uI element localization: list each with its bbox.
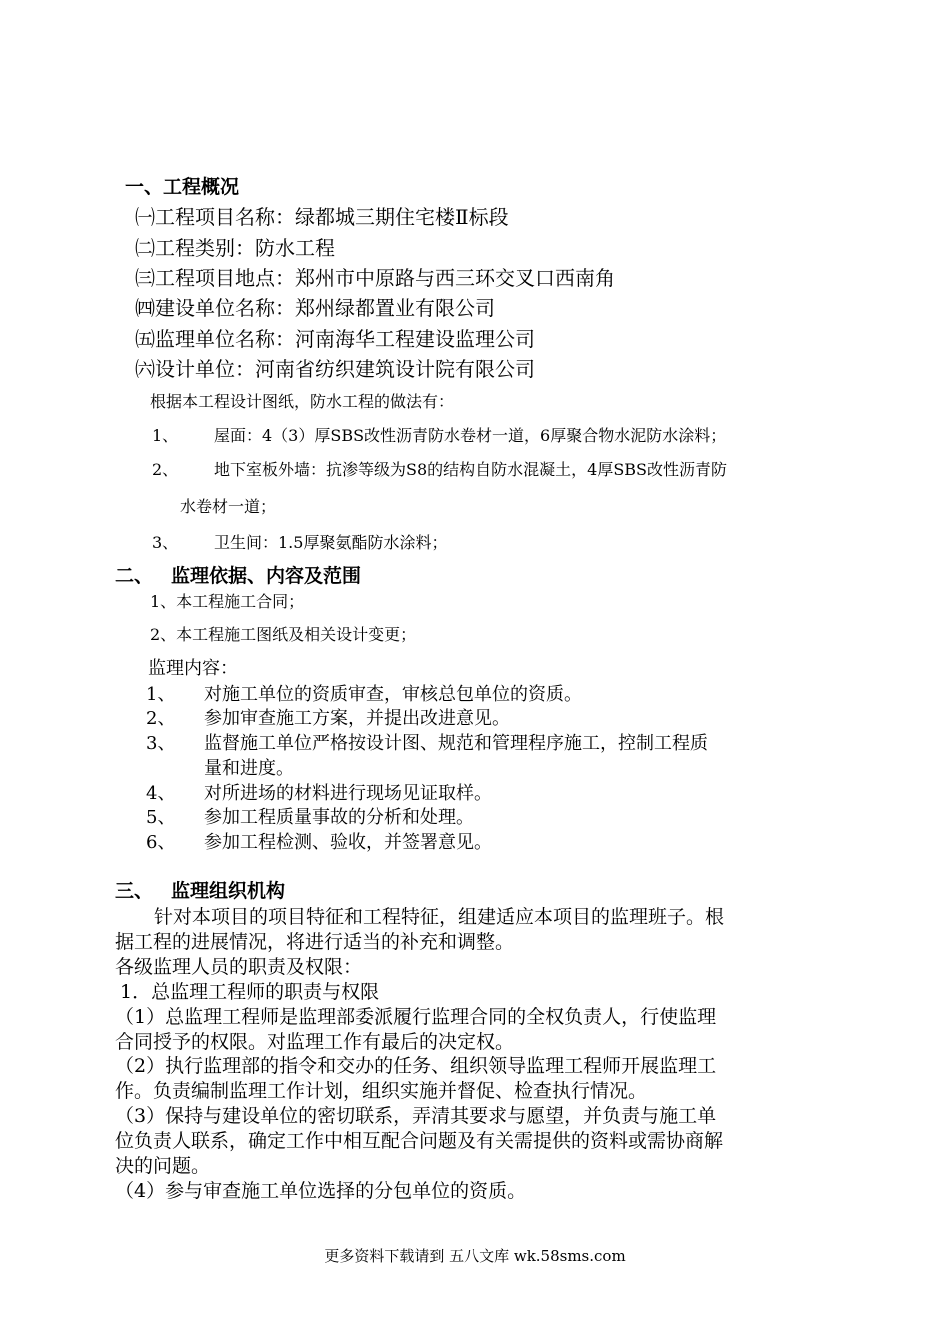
basis-item: 2、本工程施工图纸及相关设计变更； xyxy=(150,625,417,644)
duty-line: 决的问题。 xyxy=(115,1155,211,1177)
content-text: 对施工单位的资质审查，审核总包单位的资质。 xyxy=(204,684,582,705)
content-number: 4、 xyxy=(146,783,176,804)
footer-text: 更多资料下载请到 五八文库 wk.58sms.com xyxy=(324,1247,626,1265)
content-number: 6、 xyxy=(146,832,176,853)
duty-line: 位负责人联系，确定工作中相互配合问题及有关需提供的资料或需协商解 xyxy=(115,1130,724,1152)
content-label: 监理内容： xyxy=(148,658,238,679)
method-text-continued: 水卷材一道； xyxy=(180,497,277,516)
project-info-item: ㈡工程类别：防水工程 xyxy=(135,236,335,260)
project-info-item: ㈥设计单位：河南省纺织建筑设计院有限公司 xyxy=(135,357,535,381)
duty-line: （1）总监理工程师是监理部委派履行监理合同的全权负责人，行使监理 xyxy=(115,1006,717,1028)
section3-heading: 监理组织机构 xyxy=(171,880,286,902)
paragraph-line: 据工程的进展情况，将进行适当的补充和调整。 xyxy=(115,931,515,953)
duty-line: 作。负责编制监理工作计划，组织实施并督促、检查执行情况。 xyxy=(115,1080,648,1102)
content-text: 对所进场的材料进行现场见证取样。 xyxy=(204,783,492,804)
content-text: 参加工程检测、验收，并签署意见。 xyxy=(204,832,492,853)
project-info-item: ㈢工程项目地点：郑州市中原路与西三环交叉口西南角 xyxy=(135,266,615,290)
methods-intro: 根据本工程设计图纸，防水工程的做法有： xyxy=(150,392,455,411)
section1-heading: 一、工程概况 xyxy=(125,176,240,198)
duties-subheading: 1．总监理工程师的职责与权限 xyxy=(120,981,380,1003)
content-number: 3、 xyxy=(146,733,176,754)
section3-number: 三、 xyxy=(115,880,154,902)
section2-heading: 监理依据、内容及范围 xyxy=(171,565,362,587)
basis-item: 1、本工程施工合同； xyxy=(150,592,305,611)
project-info-item: ㈠工程项目名称：绿都城三期住宅楼Ⅱ标段 xyxy=(135,205,509,229)
content-number: 1、 xyxy=(146,684,176,705)
method-text: 屋面：4（3）厚SBS改性沥青防水卷材一道，6厚聚合物水泥防水涂料； xyxy=(214,426,727,445)
project-info-item: ㈣建设单位名称：郑州绿都置业有限公司 xyxy=(135,296,495,320)
content-text: 参加审查施工方案，并提出改进意见。 xyxy=(204,708,510,729)
method-text: 卫生间：1.5厚聚氨酯防水涂料； xyxy=(214,533,448,552)
project-info-item: ㈤监理单位名称：河南海华工程建设监理公司 xyxy=(135,327,535,351)
content-number: 2、 xyxy=(146,708,176,729)
section2-number: 二、 xyxy=(115,565,154,587)
duty-line: （4）参与审查施工单位选择的分包单位的资质。 xyxy=(115,1180,527,1202)
method-number: 3、 xyxy=(152,533,179,552)
duty-line: （3）保持与建设单位的密切联系，弄清其要求与愿望，并负责与施工单 xyxy=(115,1105,717,1127)
content-number: 5、 xyxy=(146,807,176,828)
duties-intro: 各级监理人员的职责及权限： xyxy=(115,956,363,978)
content-text-continued: 量和进度。 xyxy=(204,758,294,779)
content-text: 监督施工单位严格按设计图、规范和管理程序施工，控制工程质 xyxy=(204,733,708,754)
method-number: 2、 xyxy=(152,460,179,479)
paragraph-line: 针对本项目的项目特征和工程特征，组建适应本项目的监理班子。根 xyxy=(154,906,725,928)
duty-line: 合同授予的权限。对监理工作有最后的决定权。 xyxy=(115,1031,515,1053)
method-number: 1、 xyxy=(152,426,179,445)
method-text: 地下室板外墙：抗渗等级为S8的结构自防水混凝土，4厚SBS改性沥青防 xyxy=(214,460,728,479)
duty-line: （2）执行监理部的指令和交办的任务、组织领导监理工程师开展监理工 xyxy=(115,1055,717,1077)
content-text: 参加工程质量事故的分析和处理。 xyxy=(204,807,474,828)
